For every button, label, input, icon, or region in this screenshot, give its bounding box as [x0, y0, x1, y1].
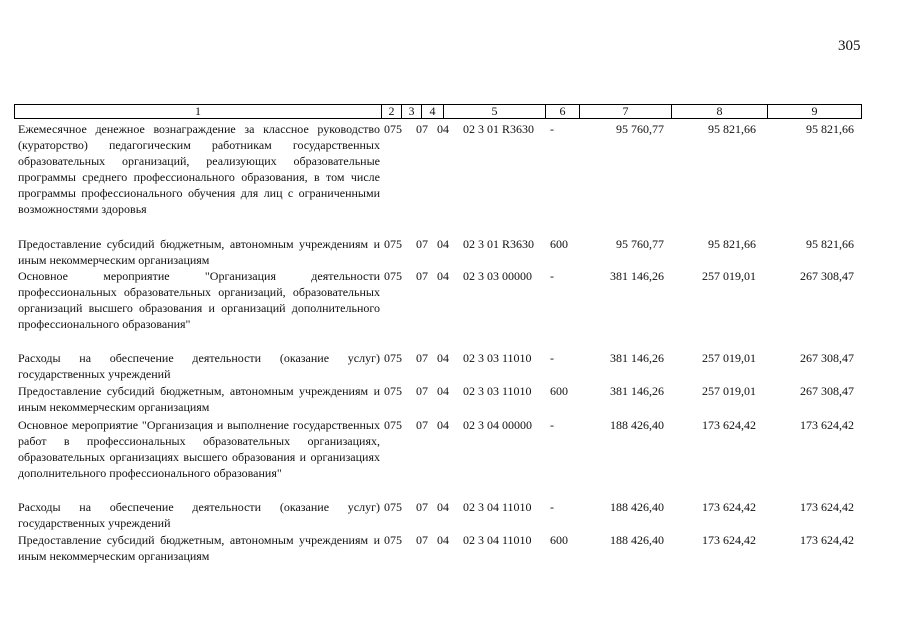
- cell-section: 07: [416, 418, 428, 432]
- cell-amount-1: 95 760,77: [616, 237, 664, 251]
- cell-amount-2: 95 821,66: [708, 237, 756, 251]
- row-description: Основное мероприятие "Организация деятельности профессиональных образовательных организаций, образовательных организаций высшего образования и организаций дополнительного профессионального образования": [18, 269, 380, 331]
- header-col-9: 9: [767, 105, 861, 118]
- header-col-2: 2: [381, 105, 401, 118]
- cell-section: 07: [416, 122, 428, 136]
- cell-section: 07: [416, 237, 428, 251]
- cell-expense-type: -: [550, 269, 554, 283]
- cell-ministry: 075: [384, 269, 402, 283]
- page-number: 305: [838, 38, 861, 54]
- cell-subsection: 04: [437, 122, 449, 136]
- cell-amount-2: 257 019,01: [702, 384, 756, 398]
- cell-amount-1: 188 426,40: [610, 500, 664, 514]
- cell-section: 07: [416, 384, 428, 398]
- cell-amount-3: 267 308,47: [800, 351, 854, 365]
- cell-expense-type: -: [550, 418, 554, 432]
- cell-subsection: 04: [437, 500, 449, 514]
- row-description: Предоставление субсидий бюджетным, автономным учреждениям и иным некоммерческим организациям: [18, 384, 380, 414]
- cell-target-article: 02 3 01 R3630: [463, 122, 535, 136]
- cell-target-article: 02 3 03 00000: [463, 269, 532, 283]
- row-description: Расходы на обеспечение деятельности (оказание услуг) государственных учреждений: [18, 500, 380, 530]
- cell-amount-3: 173 624,42: [800, 533, 854, 547]
- cell-amount-3: 267 308,47: [800, 269, 854, 283]
- cell-target-article: 02 3 04 00000: [463, 418, 532, 432]
- row-description: Расходы на обеспечение деятельности (оказание услуг) государственных учреждений: [18, 351, 380, 381]
- cell-amount-3: 95 821,66: [806, 122, 854, 136]
- cell-amount-1: 95 760,77: [616, 122, 664, 136]
- cell-expense-type: 600: [550, 384, 568, 398]
- cell-ministry: 075: [384, 122, 402, 136]
- cell-subsection: 04: [437, 237, 449, 251]
- cell-section: 07: [416, 500, 428, 514]
- row-description: Ежемесячное денежное вознаграждение за классное руководство (кураторство) педагогическим работникам государственных образовательных организаций, реализующих образовательные программы среднего профессионального образования, в том числе программы профессионального обучения для лиц с ограниченными возможностями здоровья: [18, 122, 380, 216]
- cell-ministry: 075: [384, 384, 402, 398]
- cell-target-article: 02 3 04 11010: [463, 500, 532, 514]
- cell-amount-3: 173 624,42: [800, 500, 854, 514]
- cell-target-article: 02 3 03 11010: [463, 351, 532, 365]
- cell-amount-3: 95 821,66: [806, 237, 854, 251]
- cell-target-article: 02 3 01 R3630: [463, 237, 535, 251]
- cell-ministry: 075: [384, 418, 402, 432]
- cell-expense-type: -: [550, 351, 554, 365]
- cell-amount-2: 257 019,01: [702, 351, 756, 365]
- cell-amount-2: 257 019,01: [702, 269, 756, 283]
- cell-amount-2: 173 624,42: [702, 418, 756, 432]
- cell-section: 07: [416, 533, 428, 547]
- cell-subsection: 04: [437, 351, 449, 365]
- cell-amount-1: 381 146,26: [610, 351, 664, 365]
- cell-amount-1: 188 426,40: [610, 418, 664, 432]
- header-col-7: 7: [579, 105, 671, 118]
- cell-ministry: 075: [384, 500, 402, 514]
- cell-subsection: 04: [437, 269, 449, 283]
- cell-amount-2: 173 624,42: [702, 533, 756, 547]
- cell-expense-type: -: [550, 122, 554, 136]
- cell-section: 07: [416, 269, 428, 283]
- cell-subsection: 04: [437, 418, 449, 432]
- cell-amount-2: 173 624,42: [702, 500, 756, 514]
- row-description: Предоставление субсидий бюджетным, автономным учреждениям и иным некоммерческим организациям: [18, 237, 380, 267]
- cell-ministry: 075: [384, 351, 402, 365]
- cell-section: 07: [416, 351, 428, 365]
- cell-amount-1: 381 146,26: [610, 384, 664, 398]
- cell-subsection: 04: [437, 533, 449, 547]
- row-description: Основное мероприятие "Организация и выполнение государственных работ в профессиональных образовательных организациях, образовательных организациях высшего образования и организациях дополнительного профессионального образования": [18, 418, 380, 480]
- table-header: [14, 104, 862, 119]
- cell-ministry: 075: [384, 237, 402, 251]
- cell-expense-type: -: [550, 500, 554, 514]
- cell-expense-type: 600: [550, 533, 568, 547]
- cell-amount-2: 95 821,66: [708, 122, 756, 136]
- cell-amount-1: 381 146,26: [610, 269, 664, 283]
- cell-amount-1: 188 426,40: [610, 533, 664, 547]
- cell-target-article: 02 3 03 11010: [463, 384, 532, 398]
- cell-amount-3: 267 308,47: [800, 384, 854, 398]
- cell-amount-3: 173 624,42: [800, 418, 854, 432]
- header-col-8: 8: [671, 105, 767, 118]
- header-col-3: 3: [401, 105, 421, 118]
- header-col-1: 1: [195, 104, 201, 118]
- cell-subsection: 04: [437, 384, 449, 398]
- cell-ministry: 075: [384, 533, 402, 547]
- header-col-4: 4: [421, 105, 443, 118]
- header-col-6: 6: [545, 105, 579, 118]
- cell-target-article: 02 3 04 11010: [463, 533, 532, 547]
- row-description: Предоставление субсидий бюджетным, автономным учреждениям и иным некоммерческим организациям: [18, 533, 380, 563]
- cell-expense-type: 600: [550, 237, 568, 251]
- header-col-5: 5: [443, 105, 545, 118]
